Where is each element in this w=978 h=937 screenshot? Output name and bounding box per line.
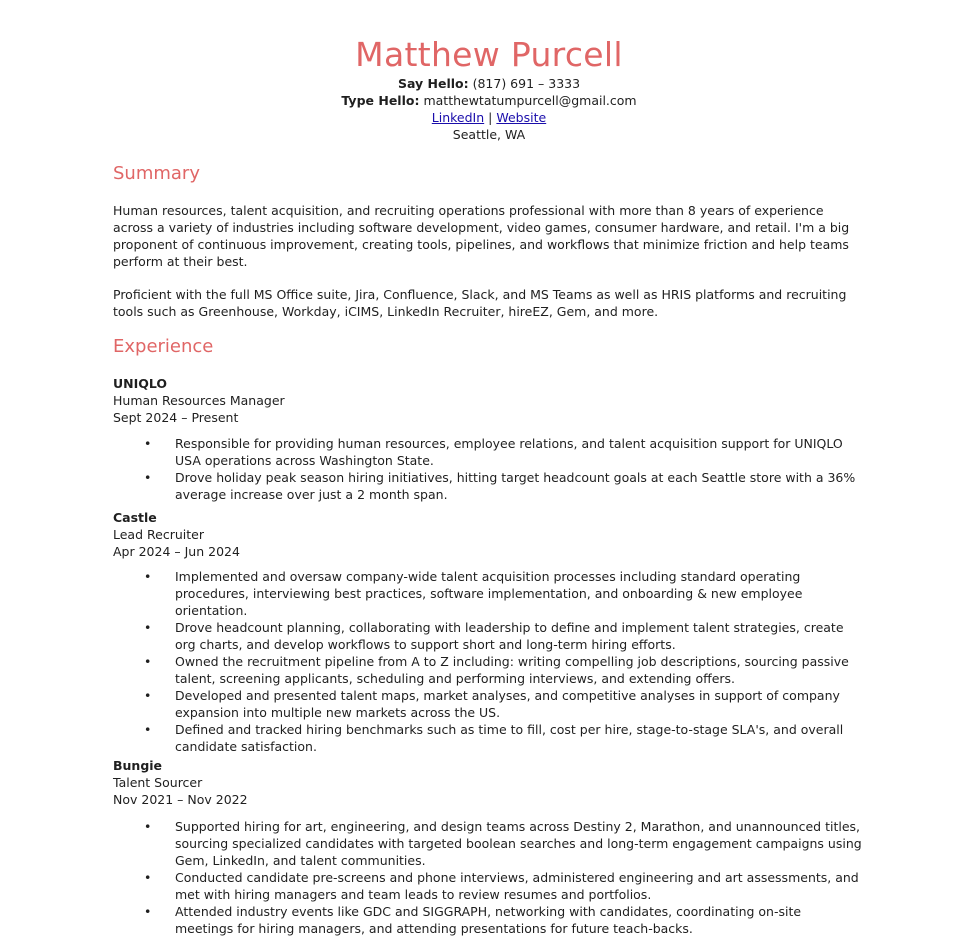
job-bullet: [113, 903, 863, 937]
location: Seattle, WA: [452, 127, 526, 142]
job-bullet-text: Drove holiday peak season hiring initiatives, hitting target headcount goals at each Seattle store with a 36% average increase over just a 2 month span.: [175, 470, 856, 502]
email-line: [0, 92, 978, 109]
links-line: [0, 109, 978, 126]
job-bullets: [113, 568, 863, 755]
job-bullet-text: Owned the recruitment pipeline from A to Z including: writing compelling job descriptions, sourcing passive talent, screening applicants, scheduling and performing interviews, and extending offers.: [175, 654, 849, 686]
bullet-dot: •: [144, 870, 152, 885]
job-entry: [113, 757, 863, 808]
job-bullet: [113, 435, 863, 469]
bullet-dot: •: [144, 436, 152, 451]
experience-title: Experience: [113, 336, 214, 357]
job-bullet: [113, 469, 863, 503]
summary-paragraph: Proficient with the full MS Office suite, Jira, Confluence, Slack, and MS Teams as well as HRIS platforms and recruiting tools such as Greenhouse, Workday, iCIMS, LinkedIn Recruiter, hireEZ, Gem, and more.: [113, 287, 847, 319]
job-role: Lead Recruiter: [113, 527, 204, 542]
job-company: UNIQLO: [113, 376, 168, 391]
job-bullet: [113, 818, 863, 869]
job-role: Human Resources Manager: [113, 393, 285, 408]
job-bullet-text: Supported hiring for art, engineering, and design teams across Destiny 2, Marathon, and unannounced titles, sourcing specialized candidates with targeted boolean searches and long-term engagement campaigns using Gem, LinkedIn, and talent communities.: [175, 819, 862, 868]
bullet-dot: •: [144, 569, 152, 584]
bullet-dot: •: [144, 819, 152, 834]
job-bullet: [113, 869, 863, 903]
job-bullet: [113, 619, 863, 653]
bullet-dot: •: [144, 688, 152, 703]
candidate-name: Matthew Purcell: [355, 35, 623, 74]
job-bullet-text: Drove headcount planning, collaborating with leadership to define and implement talent strategies, create org charts, and develop workflows to support short and long-term hiring efforts.: [175, 620, 844, 652]
job-bullet: [113, 653, 863, 687]
link-separator: |: [488, 110, 493, 125]
say-hello-label: Say Hello:: [397, 76, 469, 91]
job-company: Castle: [113, 510, 157, 525]
job-dates: Sept 2024 – Present: [113, 410, 239, 425]
resume-header: [0, 0, 978, 143]
job-bullets: [113, 818, 863, 937]
job-company: Bungie: [113, 758, 163, 773]
summary-paragraph-2-block: [113, 286, 863, 320]
summary-paragraph-1-block: [113, 202, 863, 270]
bullet-dot: •: [144, 620, 152, 635]
job-bullet-text: Attended industry events like GDC and SIGGRAPH, networking with candidates, coordinating on-site meetings for hiring managers, and attending presentations for future teach-backs.: [175, 904, 802, 936]
bullet-dot: •: [144, 654, 152, 669]
summary-paragraph: Human resources, talent acquisition, and recruiting operations professional with more than 8 years of experience across a variety of industries including software development, video games, consumer hardware, and retail. I'm a big proponent of continuous improvement, creating tools, pipelines, and workflows that minimize friction and help teams perform at their best.: [113, 203, 850, 269]
experience-section: [113, 336, 863, 358]
job-bullet: [113, 568, 863, 619]
job-dates: Apr 2024 – Jun 2024: [113, 544, 240, 559]
linkedin-link[interactable]: LinkedIn: [431, 110, 485, 125]
job-entry: [113, 509, 863, 560]
summary-title: Summary: [113, 163, 200, 184]
job-bullets: [113, 435, 863, 503]
website-link[interactable]: Website: [496, 110, 547, 125]
bullet-dot: •: [144, 722, 152, 737]
job-bullet: [113, 721, 863, 755]
phone-line: [0, 75, 978, 92]
job-role: Talent Sourcer: [113, 775, 203, 790]
summary-section: [113, 163, 863, 185]
job-entry: [113, 375, 863, 426]
job-dates: Nov 2021 – Nov 2022: [113, 792, 248, 807]
phone-number: (817) 691 – 3333: [472, 76, 581, 91]
job-bullet: [113, 687, 863, 721]
job-bullet-text: Defined and tracked hiring benchmarks such as time to fill, cost per hire, stage-to-stage SLA's, and overall candidate satisfaction.: [175, 722, 844, 754]
type-hello-label: Type Hello:: [341, 93, 420, 108]
bullet-dot: •: [144, 470, 152, 485]
job-bullet-text: Conducted candidate pre-screens and phone interviews, administered engineering and art assessments, and met with hiring managers and team leads to review resumes and portfolios.: [175, 870, 859, 902]
job-bullet-text: Developed and presented talent maps, market analyses, and competitive analyses in support of company expansion into multiple new markets across the US.: [175, 688, 840, 720]
bullet-dot: •: [144, 904, 152, 919]
job-bullet-text: Implemented and oversaw company-wide talent acquisition processes including standard operating procedures, interviewing best practices, software implementation, and onboarding & new employee orientation.: [175, 569, 803, 618]
email-address: matthewtatumpurcell@gmail.com: [423, 93, 637, 108]
job-bullet-text: Responsible for providing human resources, employee relations, and talent acquisition support for UNIQLO USA operations across Washington State.: [175, 436, 843, 468]
